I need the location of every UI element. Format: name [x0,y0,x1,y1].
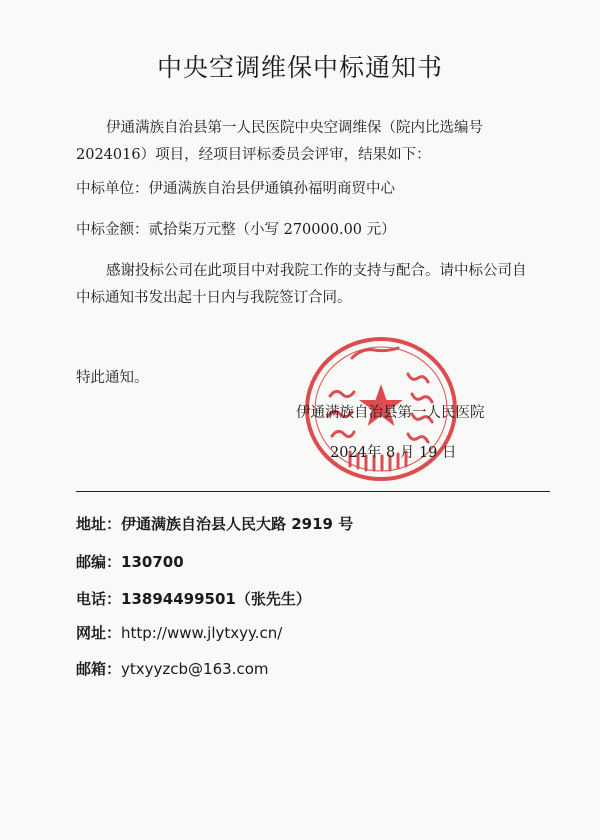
divider-line [76,491,550,492]
notice-text: 特此通知。 [76,370,149,386]
postcode-label: 邮编： [76,553,122,571]
amount-line [76,218,396,239]
contact-postcode [76,551,184,572]
website-link[interactable]: http://www.jlytxyy.cn/ [121,624,283,642]
postcode-value: 130700 [121,553,184,571]
contact-address [76,513,353,534]
thanks-paragraph: 感谢投标公司在此项目中对我院工作的支持与配合。请中标公司自中标通知书发出起十日内与我院签订合同。 [76,263,527,306]
address-value: 伊通满族自治县人民大路 2919 号 [121,515,354,533]
email-link[interactable]: ytxyyzcb@163.com [121,660,269,678]
email-label: 邮箱： [76,660,122,678]
winner-value: 伊通满族自治县伊通镇孙福明商贸中心 [148,181,395,197]
winner-label: 中标单位： [76,181,149,197]
amount-label: 中标金额： [76,222,149,238]
winner-line [76,177,395,198]
phone-value: 13894499501（张先生） [121,590,311,608]
website-label: 网址： [76,624,122,642]
intro-paragraph: 伊通满族自治县第一人民医院中央空调维保（院内比选编号2024016）项目，经项目评标委员会评审，结果如下： [76,120,483,163]
address-label: 地址： [76,515,122,533]
signature-organization: 伊通满族自治县第一人民医院 [296,405,485,421]
signature-date: 2024年 8 月 19 日 [330,445,457,461]
contact-email [76,658,268,679]
contact-website [76,622,282,643]
document-title: 中央空调维保中标通知书 [156,53,443,82]
contact-phone [76,588,311,609]
amount-value: 贰拾柒万元整（小写 270000.00 元） [148,222,396,238]
phone-label: 电话： [76,590,122,608]
